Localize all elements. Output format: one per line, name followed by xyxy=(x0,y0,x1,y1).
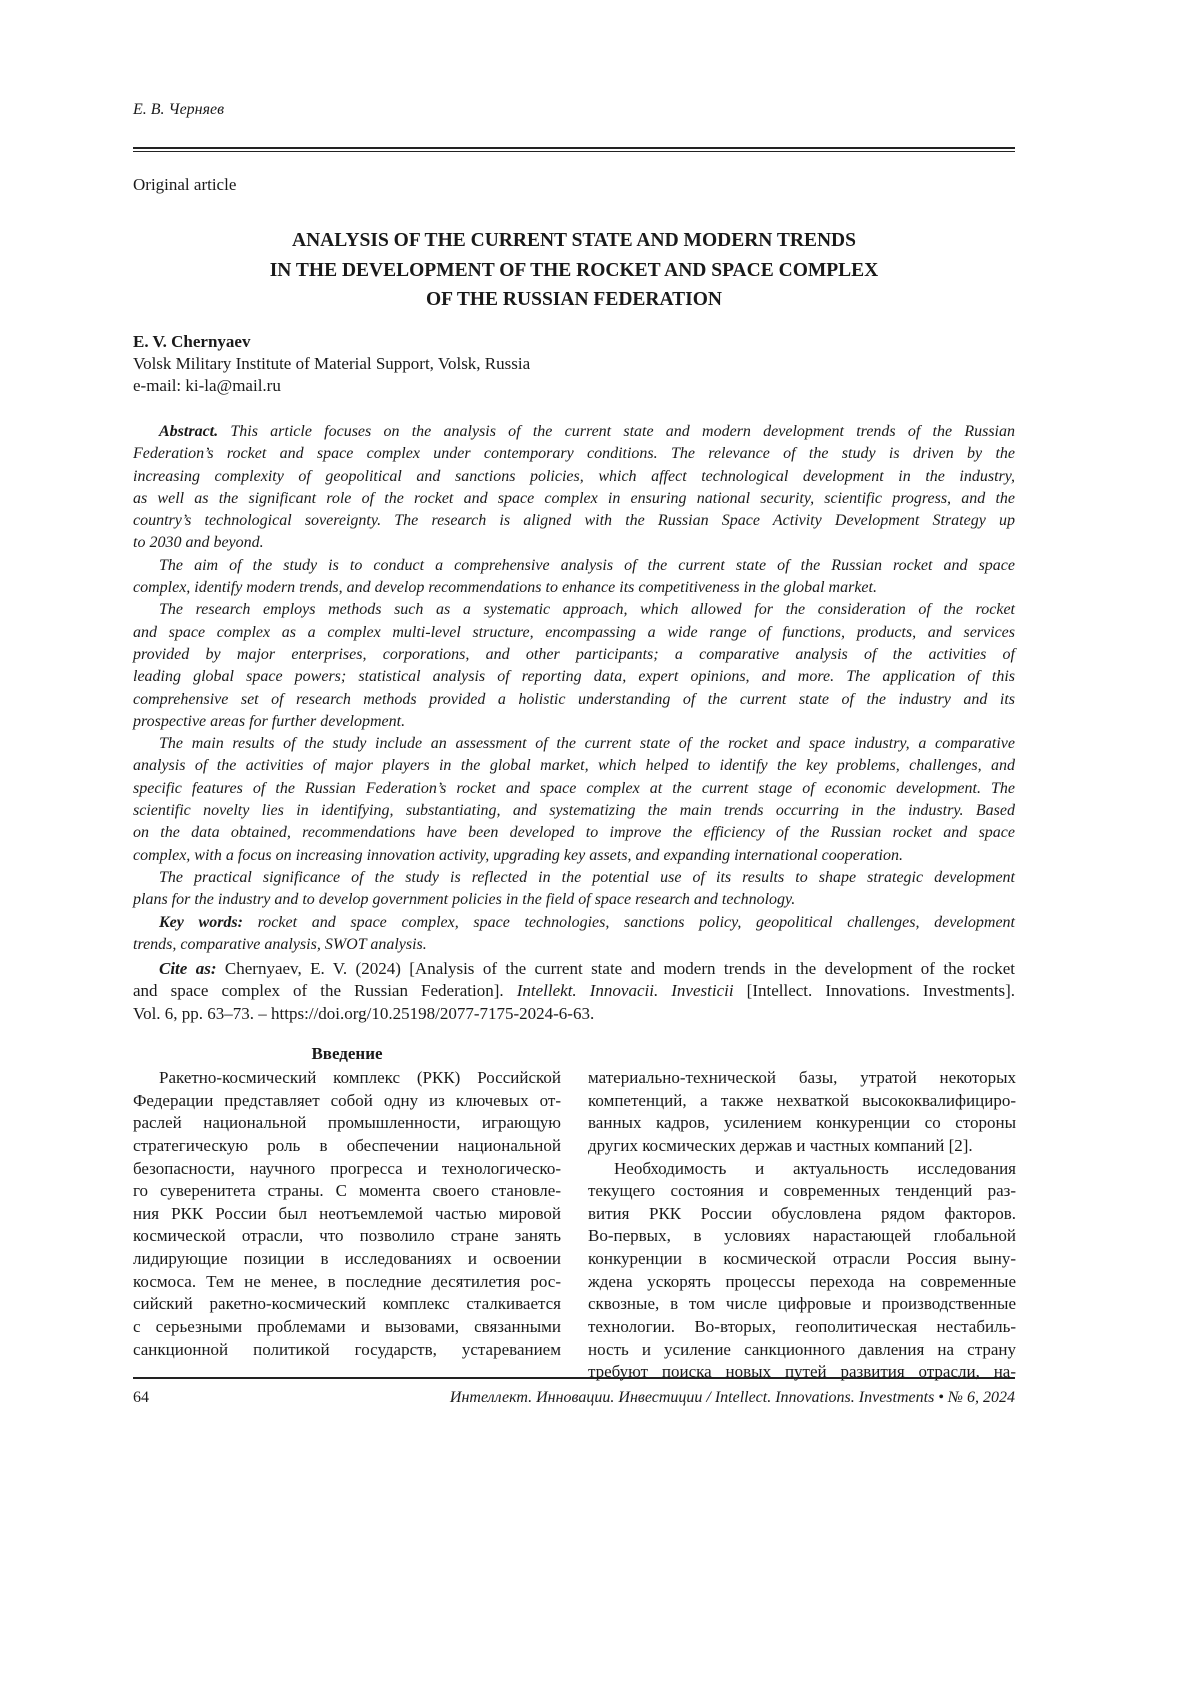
title-line: IN THE DEVELOPMENT OF THE ROCKET AND SPACE COMPLEX xyxy=(133,256,1015,286)
line-text: ния РКК России был неотъемлемой частью мировой xyxy=(133,1204,561,1223)
line-text: конкуренции в космической отрасли Россия выну- xyxy=(588,1249,1016,1268)
text-line xyxy=(588,1225,1016,1248)
line-text: го суверенитета страны. С момента своего становле- xyxy=(133,1181,561,1200)
abstract xyxy=(133,421,1015,956)
title-line: ANALYSIS OF THE CURRENT STATE AND MODERN TRENDS xyxy=(133,226,1015,256)
text-line xyxy=(133,1339,561,1362)
page-number: 64 xyxy=(133,1389,149,1407)
text-line xyxy=(133,443,1015,465)
text-line xyxy=(133,1271,561,1294)
text-line xyxy=(133,1225,561,1248)
line-text: других космических держав и частных компаний [2]. xyxy=(588,1136,973,1155)
footer-rule xyxy=(133,1377,1015,1379)
line-text: The research employs methods such as a systematic approach, which allowed for the consideration of the rocket xyxy=(159,601,1015,618)
text-line xyxy=(588,1293,1016,1316)
line-text: trends, comparative analysis, SWOT analysis. xyxy=(133,936,427,953)
line-text: сийский ракетно-космический комплекс сталкивается xyxy=(133,1294,561,1313)
line-text: The practical significance of the study is reflected in the potential use of its results to shape strategic development xyxy=(159,869,1015,886)
text-line xyxy=(588,1067,1016,1090)
line-text: безопасности, научного прогресса и технологическо- xyxy=(133,1159,561,1178)
title-line: OF THE RUSSIAN FEDERATION xyxy=(133,285,1015,315)
line-text: country’s technological sovereignty. The research is aligned with the Russian Space Activity Development Strategy up xyxy=(133,512,1015,529)
line-text: текущего состояния и современных тенденций раз- xyxy=(588,1181,1016,1200)
line-text: scientific novelty lies in identifying, substantiating, and systematizing the main trends occurring in the industry. Based xyxy=(133,802,1015,819)
cite-as xyxy=(133,958,1015,1025)
header-rule-top xyxy=(133,147,1015,149)
text-line xyxy=(133,532,1015,554)
line-text: Federation’s rocket and space complex under contemporary conditions. The relevance of the study is driven by the xyxy=(133,445,1015,462)
text-line xyxy=(133,555,1015,577)
line-text: технологии. Во-вторых, геополитическая нестабиль- xyxy=(588,1317,1016,1336)
line-text: сквозные, в том числе цифровые и производственные xyxy=(588,1294,1016,1313)
line-text: лидирующие позиции в исследованиях и освоении xyxy=(133,1249,561,1268)
line-text: Федерации представляет собой одну из ключевых от- xyxy=(133,1091,561,1110)
section-heading-introduction: Введение xyxy=(133,1044,561,1064)
paragraph-label: Abstract. xyxy=(159,423,218,440)
line-text: стратегическую роль в обеспечении национальной xyxy=(133,1136,561,1155)
line-text: космической отрасли, что позволило стране занять xyxy=(133,1226,561,1245)
footer-journal: Интеллект. Инновации. Инвестиции / Intellect. Innovations. Investments • № 6, 2024 xyxy=(450,1389,1015,1407)
text-line xyxy=(133,755,1015,777)
author-email: e-mail: ki-la@mail.ru xyxy=(133,375,530,397)
line-text: The aim of the study is to conduct a comprehensive analysis of the current state of the Russian rocket and space xyxy=(159,557,1015,574)
text-line xyxy=(133,466,1015,488)
line-text: ванных кадров, усилением конкуренции со стороны xyxy=(588,1113,1016,1132)
line-text: increasing complexity of geopolitical and sanctions policies, which affect technological development in the industry, xyxy=(133,468,1015,485)
text-line xyxy=(133,1203,561,1226)
text-line xyxy=(133,689,1015,711)
text-line xyxy=(133,934,1015,956)
text-line xyxy=(133,421,1015,443)
line-text: Во-первых, в условиях нарастающей глобальной xyxy=(588,1226,1016,1245)
author-affiliation: Volsk Military Institute of Material Support, Volsk, Russia xyxy=(133,353,530,375)
text-line xyxy=(133,577,1015,599)
text-line xyxy=(133,1316,561,1339)
cite-text: [Intellect. Innovations. Investments]. xyxy=(734,981,1015,1000)
text-line xyxy=(133,711,1015,733)
author-name: E. V. Chernyaev xyxy=(133,331,530,353)
text-line xyxy=(133,1112,561,1135)
line-text: plans for the industry and to develop government policies in the field of space research and technology. xyxy=(133,891,795,908)
line-text: to 2030 and beyond. xyxy=(133,534,264,551)
line-text: вития РКК России обусловлена рядом факторов. xyxy=(588,1204,1016,1223)
text-line xyxy=(133,912,1015,934)
text-line xyxy=(133,599,1015,621)
text-line xyxy=(588,1248,1016,1271)
line-text: analysis of the activities of major players in the global market, which helped to identify the key problems, challenges, and xyxy=(133,757,1015,774)
line-text: complex, identify modern trends, and develop recommendations to enhance its competitiveness in the global market. xyxy=(133,579,877,596)
line-text: компетенций, а также нехваткой высококвалифициро- xyxy=(588,1091,1016,1110)
line-text: comprehensive set of research methods provided a holistic understanding of the current state of the industry and its xyxy=(133,691,1015,708)
text-line xyxy=(133,1158,561,1181)
line-text: complex, with a focus on increasing innovation activity, upgrading key assets, and expanding international cooperation. xyxy=(133,847,903,864)
text-line xyxy=(133,510,1015,532)
text-line xyxy=(588,1180,1016,1203)
text-line xyxy=(588,1271,1016,1294)
line-text: and space complex as a complex multi-level structure, encompassing a wide range of functions, products, and services xyxy=(133,624,1015,641)
cite-text: and space complex of the Russian Federation]. xyxy=(133,981,517,1000)
line-text: санкционной политикой государств, устареванием xyxy=(133,1340,561,1359)
text-line xyxy=(133,1135,561,1158)
text-line xyxy=(588,1135,1016,1158)
cite-line xyxy=(133,1003,1015,1025)
line-text: требуют поиска новых путей развития отрасли, на- xyxy=(588,1362,1016,1381)
text-line xyxy=(588,1339,1016,1362)
line-text: раслей национальной промышленности, играющую xyxy=(133,1113,561,1132)
text-line xyxy=(133,1248,561,1271)
line-text: rocket and space complex, space technologies, sanctions policy, geopolitical challenges, development xyxy=(243,914,1015,931)
text-line xyxy=(133,822,1015,844)
text-line xyxy=(133,1180,561,1203)
line-text: This article focuses on the analysis of the current state and modern development trends of the Russian xyxy=(218,423,1015,440)
line-text: provided by major enterprises, corporations, and other participants; a comparative analysis of the activities of xyxy=(133,646,1015,663)
line-text: ность и усиление санкционного давления на страну xyxy=(588,1340,1016,1359)
cite-text: Chernyaev, E. V. (2024) [Analysis of the current state and modern trends in the development of the rocket xyxy=(217,959,1016,978)
text-line xyxy=(133,845,1015,867)
line-text: с серьезными проблемами и вызовами, связанными xyxy=(133,1317,561,1336)
line-text: leading global space powers; statistical analysis of reporting data, expert opinions, and more. The application of this xyxy=(133,668,1015,685)
paragraph-label: Key words: xyxy=(159,914,243,931)
cite-doi[interactable]: Vol. 6, pp. 63–73. – https://doi.org/10.25198/2077-7175-2024-6-63. xyxy=(133,1004,594,1023)
line-text: The main results of the study include an assessment of the current state of the rocket and space industry, a comparative xyxy=(159,735,1015,752)
running-head-author: Е. В. Черняев xyxy=(133,101,224,119)
body-column-right xyxy=(588,1067,1016,1384)
article-title xyxy=(133,226,1015,315)
cite-label: Cite as: xyxy=(159,959,217,978)
text-line xyxy=(133,1293,561,1316)
text-line xyxy=(588,1158,1016,1181)
text-line xyxy=(588,1316,1016,1339)
text-line xyxy=(588,1361,1016,1384)
line-text: as well as the significant role of the rocket and space complex in ensuring national security, scientific progress, and the xyxy=(133,490,1015,507)
text-line xyxy=(588,1203,1016,1226)
text-line xyxy=(133,488,1015,510)
text-line xyxy=(133,778,1015,800)
cite-line xyxy=(133,958,1015,980)
line-text: ждена ускорять процессы перехода на современные xyxy=(588,1272,1016,1291)
line-text: Необходимость и актуальность исследования xyxy=(614,1159,1016,1178)
text-line xyxy=(133,889,1015,911)
line-text: космоса. Тем не менее, в последние десятилетия рос- xyxy=(133,1272,561,1291)
line-text: on the data obtained, recommendations have been developed to improve the efficiency of the Russian rocket and space xyxy=(133,824,1015,841)
article-type: Original article xyxy=(133,175,236,195)
text-line xyxy=(133,800,1015,822)
cite-line xyxy=(133,980,1015,1002)
text-line xyxy=(133,867,1015,889)
text-line xyxy=(133,733,1015,755)
line-text: prospective areas for further development. xyxy=(133,713,405,730)
text-line xyxy=(133,622,1015,644)
author-block xyxy=(133,331,530,397)
header-rule-bottom xyxy=(133,151,1015,152)
text-line xyxy=(588,1112,1016,1135)
text-line xyxy=(133,1090,561,1113)
body-column-left xyxy=(133,1067,561,1361)
text-line xyxy=(588,1090,1016,1113)
line-text: материально-технической базы, утратой некоторых xyxy=(588,1068,1016,1087)
text-line xyxy=(133,666,1015,688)
line-text: Ракетно-космический комплекс (РКК) Российской xyxy=(159,1068,561,1087)
cite-journal: Intellekt. Innovacii. Investicii xyxy=(517,981,734,1000)
text-line xyxy=(133,644,1015,666)
text-line xyxy=(133,1067,561,1090)
line-text: specific features of the Russian Federation’s rocket and space complex at the current stage of economic development. The xyxy=(133,780,1015,797)
